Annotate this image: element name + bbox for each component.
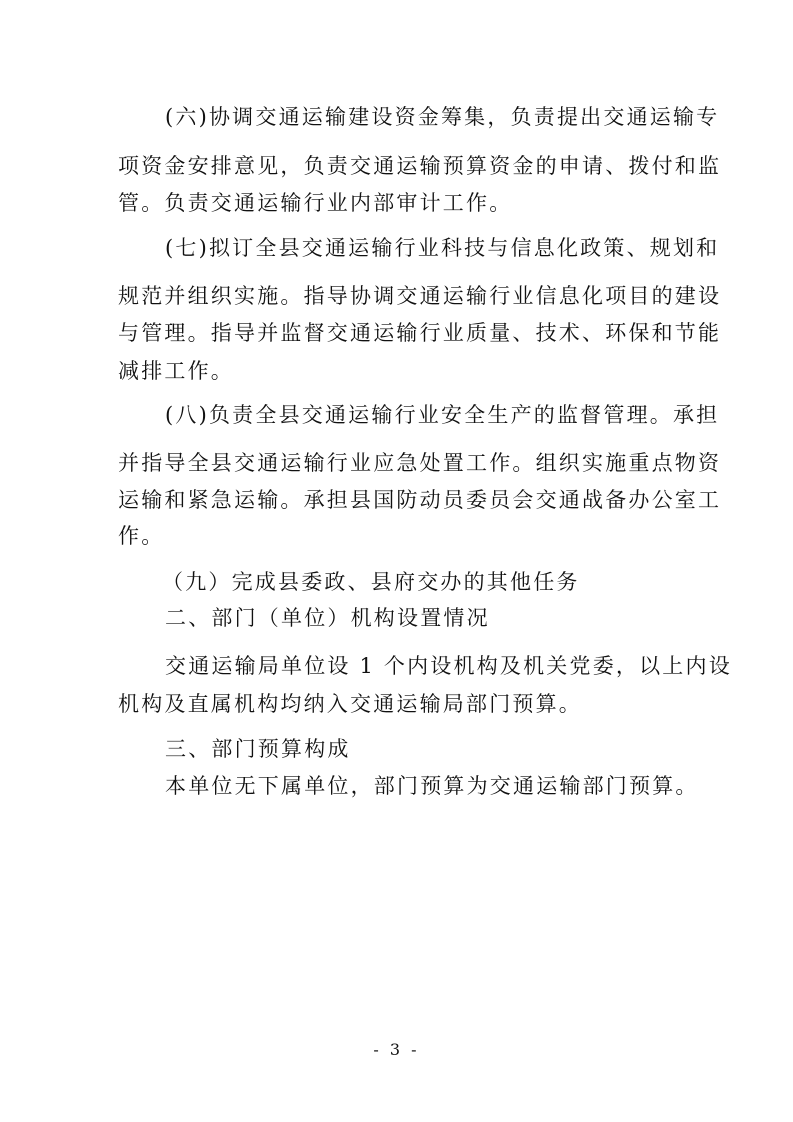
paragraph-7-line-1: (七)拟订全县交通运输行业科技与信息化政策、规划和 — [165, 236, 720, 260]
paragraph-7-line-4: 减排工作。 — [118, 359, 234, 383]
paragraph-7-line-2: 规范并组织实施。指导协调交通运输行业信息化项目的建设 — [118, 284, 722, 308]
paragraph-9-line-1: （九）完成县委政、县府交办的其他任务 — [162, 570, 580, 594]
section-2-body-line-1: 交通运输局单位设 1 个内设机构及机关党委，以上内设 — [165, 654, 732, 678]
paragraph-7-line-3: 与管理。指导并监督交通运输行业质量、技术、环保和节能 — [118, 321, 722, 345]
paragraph-8-line-3: 运输和紧急运输。承担县国防动员委员会交通战备办公室工 — [118, 488, 722, 512]
page-number: - 3 - — [373, 1040, 420, 1059]
paragraph-8-line-2: 并指导全县交通运输行业应急处置工作。组织实施重点物资 — [118, 451, 722, 475]
section-2-heading: 二、部门（单位）机构设置情况 — [165, 606, 490, 630]
paragraph-6-line-1: (六)协调交通运输建设资金筹集，负责提出交通运输专 — [165, 105, 720, 129]
paragraph-6-line-2: 项资金安排意见，负责交通运输预算资金的申请、拨付和监 — [118, 154, 722, 178]
paragraph-8-line-4: 作。 — [118, 524, 165, 548]
section-3-heading: 三、部门预算构成 — [165, 737, 351, 761]
section-2-body-line-2: 机构及直属机构均纳入交通运输局部门预算。 — [118, 692, 582, 716]
paragraph-8-line-1: (八)负责全县交通运输行业安全生产的监督管理。承担 — [165, 403, 720, 427]
section-3-body-line-1: 本单位无下属单位，部门预算为交通运输部门预算。 — [165, 774, 699, 798]
paragraph-6-line-3: 管。负责交通运输行业内部审计工作。 — [118, 191, 513, 215]
